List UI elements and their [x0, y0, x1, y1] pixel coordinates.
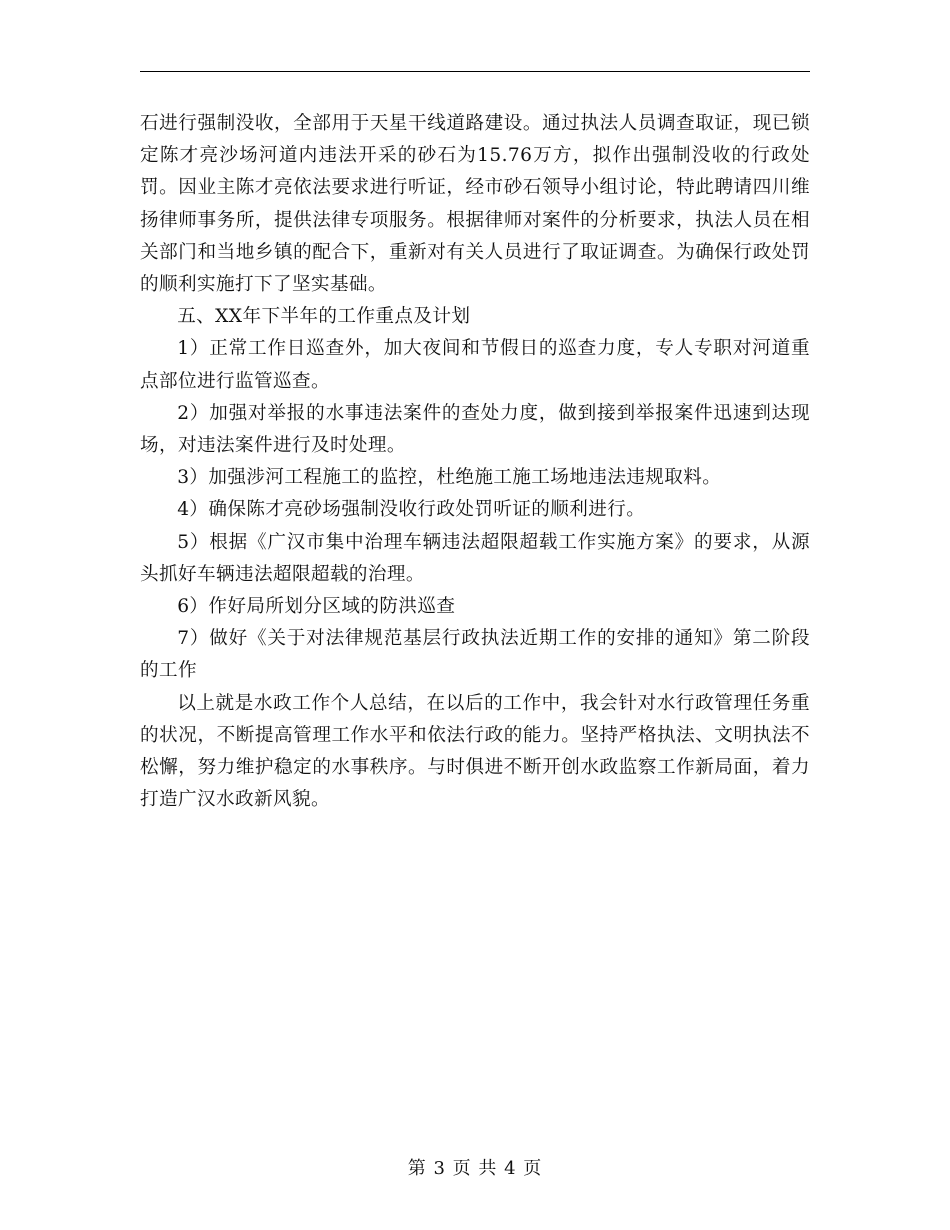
header-rule [140, 71, 810, 72]
page-number-footer: 第 3 页 共 4 页 [407, 1158, 543, 1179]
plan-item-4: 4）确保陈才亮砂场强制没收行政处罚听证的顺利进行。 [177, 499, 646, 521]
document-body [140, 108, 810, 816]
section-heading: 五、XX年下半年的工作重点及计划 [177, 306, 471, 328]
plan-item-2: 2）加强对举报的水事违法案件的查处力度，做到接到举报案件迅速到达现场，对违法案件进行及时处理。 [140, 402, 810, 457]
plan-item-3: 3）加强涉河工程施工的监控，杜绝施工施工场地违法违规取料。 [177, 467, 722, 489]
closing-paragraph: 以上就是水政工作个人总结，在以后的工作中，我会针对水行政管理任务重的状况，不断提高管理工作水平和依法行政的能力。坚持严格执法、文明执法不松懈，努力维护稳定的水事秩序。与时俱进不断开创水政监察工作新局面，着力打造广汉水政新风貌。 [140, 692, 810, 811]
plan-item-6: 6）作好局所划分区域的防洪巡查 [177, 596, 456, 618]
plan-item-1: 1）正常工作日巡查外，加大夜间和节假日的巡查力度，专人专职对河道重点部位进行监管巡查。 [140, 338, 810, 392]
paragraph-continuation: 石进行强制没收，全部用于天星干线道路建设。通过执法人员调查取证，现已锁定陈才亮沙场河道内违法开采的砂石为15.76万方，拟作出强制没收的行政处罚。因业主陈才亮依法要求进行听证，经市砂石领导小组讨论，特此聘请四川维扬律师事务所，提供法律专项服务。根据律师对案件的分析要求，执法人员在相关部门和当地乡镇的配合下，重新对有关人员进行了取证调查。为确保行政处罚的顺利实施打下了坚实基础。 [140, 113, 810, 296]
plan-item-7: 7）做好《关于对法律规范基层行政执法近期工作的安排的通知》第二阶段的工作 [140, 628, 810, 682]
plan-item-5: 5）根据《广汉市集中治理车辆违法超限超载工作实施方案》的要求，从源头抓好车辆违法超限超载的治理。 [140, 531, 810, 585]
